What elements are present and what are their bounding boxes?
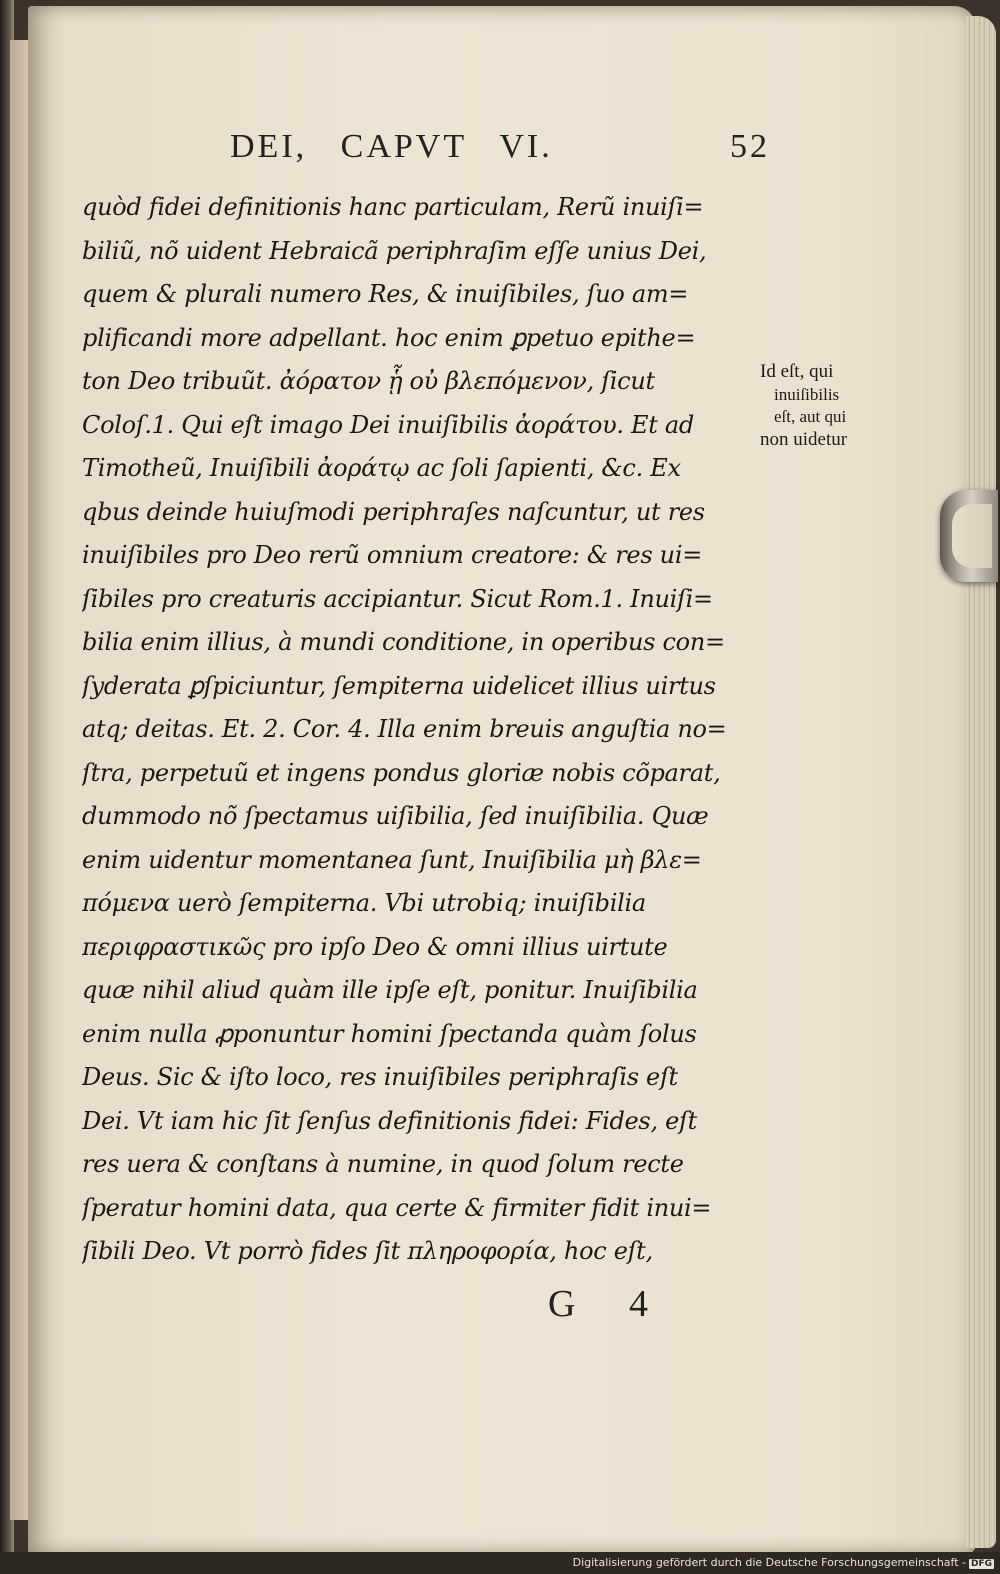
text-line: Dei. Vt iam hic ſit ſenſus definitionis fidei: Fides, eſt [82, 1106, 697, 1135]
text-line: ſyderata ꝑſpiciuntur, ſempiterna uidelicet illius uirtus [82, 671, 716, 700]
text-line: qbus deinde huiuſmodi periphraſes naſcuntur, ut res [82, 497, 705, 526]
text-line: πόμενα uerò ſempiterna. Vbi utrobiq; inuiſibilia [82, 889, 646, 917]
margin-note [760, 360, 890, 452]
credit-text: Digitalisierung gefördert durch die Deutsche Forschungsgemeinschaft - [572, 1556, 966, 1569]
margin-note-line: inuiſibilis [774, 385, 840, 404]
text-line: Coloſ.1. Qui eſt imago Dei inuiſibilis ἀοράτου. Et ad [82, 410, 694, 439]
text-line: quem & plurali numero Res, & inuiſibiles, ſuo am= [82, 280, 689, 308]
margin-note-line: eſt, aut qui [774, 407, 847, 426]
text-line: quæ nihil aliud quàm ille ipſe eſt, ponitur. Inuiſibilia [82, 976, 698, 1004]
page-number: 52 [730, 128, 770, 165]
text-line: περιφραστικῶς pro ipſo Deo & omni illius uirtute [82, 932, 668, 961]
text-line: biliũ, nõ uident Hebraicã periphraſim eſſe unius Dei, [82, 236, 707, 265]
text-line: dummodo nõ ſpectamus uiſibilia, ſed inuiſibilia. Quæ [82, 802, 709, 830]
text-line: ſibili Deo. Vt porrò fides ſit πληροφορία, hoc eſt, [82, 1237, 653, 1265]
text-line: bilia enim illius, à mundi conditione, in operibus con= [82, 628, 725, 656]
text-line: ſtra, perpetuũ et ingens pondus gloriæ nobis cõparat, [82, 758, 721, 787]
text-line: ton Deo tribuũt. ἀόρατον ᾗ οὐ βλεπόμενον, ſicut [82, 367, 655, 395]
digitization-credit [573, 1556, 994, 1569]
text-line: enim nulla ꝓponuntur homini ſpectanda quàm ſolus [82, 1019, 697, 1048]
text-line: ſibiles pro creaturis accipiantur. Sicut Rom.1. Inuiſi= [82, 584, 713, 613]
dfg-logo: DFG [970, 1559, 992, 1569]
text-line: plificandi more adpellant. hoc enim ꝑpetuo epithe= [82, 323, 696, 352]
running-title: DEI, CAPVT VI. [230, 128, 553, 165]
text-line: atq; deitas. Et. 2. Cor. 4. Illa enim breuis anguſtia no= [82, 715, 727, 743]
text-line: inuiſibiles pro Deo rerũ omnium creatore: & res ui= [82, 541, 703, 569]
margin-note-line: non uidetur [760, 429, 848, 450]
page-stack-edge [966, 16, 996, 1548]
book-clasp [940, 490, 998, 582]
margin-note-line: Id eſt, qui [760, 361, 834, 382]
text-line: enim uidentur momentanea ſunt, Inuiſibilia μὴ βλε= [82, 845, 702, 874]
text-line: Deus. Sic & iſto loco, res inuiſibiles periphraſis eſt [82, 1063, 678, 1091]
text-line: quòd fidei definitionis hanc particulam, Rerũ inuiſi= [82, 193, 704, 221]
text-line: ſperatur homini data, qua certe & firmiter fidit inui= [82, 1193, 712, 1222]
page-header [230, 128, 770, 166]
text-line: res uera & conſtans à numine, in quod ſolum recte [82, 1150, 684, 1178]
text-line: Timotheũ, Inuiſibili ἀοράτῳ ac ſoli ſapienti, &c. Ex [82, 454, 681, 482]
clasp-opening [952, 504, 992, 568]
signature-mark: G 4 [548, 1283, 670, 1325]
body-text [82, 186, 772, 1274]
